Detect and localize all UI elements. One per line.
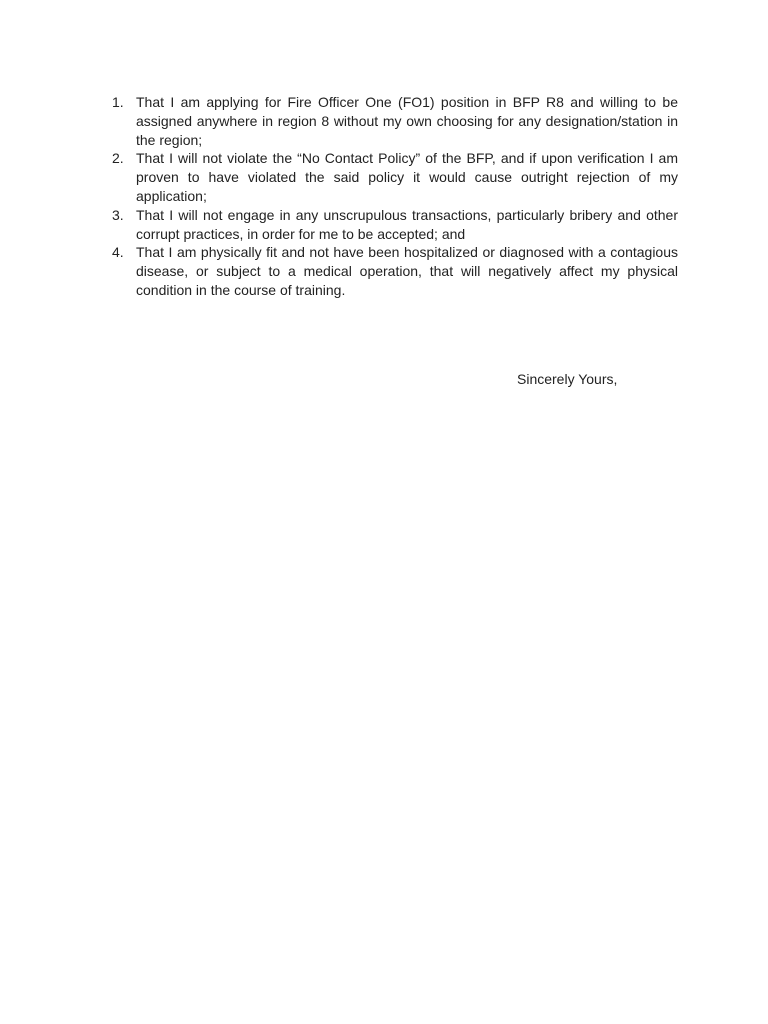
clause-item: [108, 243, 678, 299]
closing-salutation: Sincerely Yours,: [517, 371, 618, 387]
clause-text: That I am physically fit and not have been hospitalized or diagnosed with a contagious disease, or subject to a medical operation, that will negatively affect my physical condition in the course of training.: [136, 244, 678, 298]
clause-item: [108, 93, 678, 149]
clause-item: [108, 206, 678, 244]
clause-number: 1.: [112, 94, 124, 110]
clause-list: [108, 93, 678, 300]
clause-text: That I will not engage in any unscrupulous transactions, particularly bribery and other corrupt practices, in order for me to be accepted; and: [136, 206, 678, 242]
clause-number: 3.: [112, 206, 124, 223]
clause-item: [108, 149, 678, 205]
clause-text: That I am applying for Fire Officer One (FO1) position in BFP R8 and willing to be assigned anywhere in region 8 without my own choosing for any designation/station in the region;: [136, 94, 678, 148]
clause-number: 2.: [112, 150, 124, 167]
clause-text: That I will not violate the “No Contact Policy” of the BFP, and if upon verification I am proven to have violated the said policy it would cause outright rejection of my application;: [136, 150, 678, 204]
clause-number: 4.: [112, 244, 124, 261]
